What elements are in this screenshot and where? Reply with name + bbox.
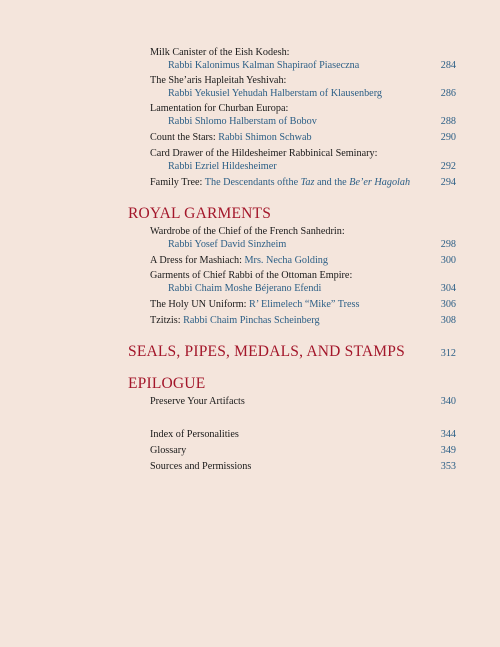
- entry-person: Rabbi Chaim Pinchas Scheinberg: [183, 315, 320, 326]
- page-number: 353: [440, 461, 456, 472]
- toc-entry: [150, 314, 456, 327]
- entry-title: Card Drawer of the Hildesheimer Rabbinical Seminary:: [150, 148, 378, 159]
- toc-entry: [150, 176, 456, 189]
- toc-entry: [150, 46, 456, 72]
- toc-entry: [150, 395, 456, 408]
- toc-entry: [150, 225, 456, 251]
- entry-title: Count the Stars:: [150, 132, 216, 143]
- entry-person: Rabbi Shlomo Halberstam of Bobov: [168, 116, 317, 127]
- section-heading: SEALS, PIPES, MEDALS, AND STAMPS: [128, 343, 405, 360]
- toc-entry: [150, 428, 456, 441]
- toc-entry: [150, 444, 456, 457]
- entry-title: Family Tree:: [150, 177, 203, 188]
- entry-title: Glossary: [150, 445, 187, 456]
- entry-person-italic: Taz: [300, 177, 315, 188]
- entry-title: Garments of Chief Rabbi of the Ottoman Empire:: [150, 270, 353, 281]
- entry-title: The She’aris Hapleitah Yeshivah:: [150, 75, 287, 86]
- section-heading: ROYAL GARMENTS: [128, 205, 272, 222]
- page-number: 300: [440, 255, 456, 266]
- entry-person: Rabbi Chaim Moshe Béjerano Efendi: [168, 283, 322, 294]
- page-number: 340: [440, 396, 456, 407]
- page-number: 312: [440, 348, 456, 359]
- page-number: 349: [440, 445, 456, 456]
- toc-entry: [150, 74, 456, 100]
- entry-title: The Holy UN Uniform:: [150, 299, 247, 310]
- entry-person-italic: Be’er Hagolah: [349, 177, 411, 188]
- entry-person: Rabbi Yosef David Sinzheim: [168, 239, 287, 250]
- entry-person: Rabbi Ezriel Hildesheimer: [168, 161, 277, 172]
- entry-title: Sources and Permissions: [150, 461, 252, 472]
- page-number: 290: [440, 132, 456, 143]
- section-heading: EPILOGUE: [128, 375, 206, 392]
- page-number: 292: [440, 161, 456, 172]
- page-number: 308: [440, 315, 456, 326]
- page-number: 286: [440, 88, 456, 99]
- entry-title: Index of Personalities: [150, 429, 239, 440]
- toc-entry: [150, 269, 456, 295]
- toc-entry: [150, 460, 456, 473]
- entry-title: Wardrobe of the Chief of the French Sanhedrin:: [150, 226, 345, 237]
- toc-entry: [150, 102, 456, 128]
- entry-title: Lamentation for Churban Europa:: [150, 103, 289, 114]
- entry-title: Milk Canister of the Eish Kodesh:: [150, 47, 290, 58]
- entry-person: Rabbi Kalonimus Kalman Shapiraof Piaseczna: [168, 60, 360, 71]
- entry-title: Preserve Your Artifacts: [150, 396, 245, 407]
- entry-person: Mrs. Necha Golding: [244, 255, 328, 266]
- entry-person: Rabbi Shimon Schwab: [218, 132, 312, 143]
- toc-entry: [150, 147, 456, 173]
- toc-entry: [150, 298, 456, 311]
- toc-entry: [150, 131, 456, 144]
- entry-title: Tzitzis:: [150, 315, 181, 326]
- page-number: 304: [440, 283, 456, 294]
- entry-person: The Descendants ofthe: [204, 177, 299, 188]
- page-number: 306: [440, 299, 456, 310]
- page-number: 344: [440, 429, 456, 440]
- entry-title: A Dress for Mashiach:: [150, 255, 242, 266]
- page-number: 284: [440, 60, 456, 71]
- page-number: 288: [440, 116, 456, 127]
- entry-person: R’ Elimelech “Mike” Tress: [249, 299, 360, 310]
- toc-entry: [150, 254, 456, 267]
- page-number: 294: [440, 177, 456, 188]
- entry-person: and the: [317, 177, 347, 188]
- entry-person: Rabbi Yekusiel Yehudah Halberstam of Klausenberg: [168, 88, 383, 99]
- page-number: 298: [440, 239, 456, 250]
